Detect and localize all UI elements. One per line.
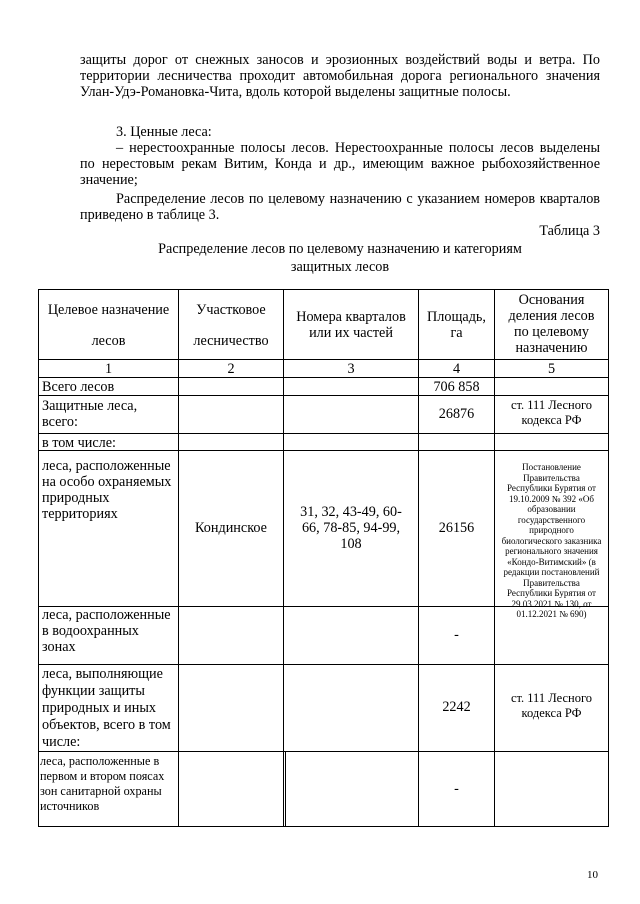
paragraph-protection-roads: защиты дорог от снежных заносов и эрозионных воздействий воды и ветра. По территории лесничества проходит автомобильная дорога регионального значения Улан-Удэ-Романовка-Чита, вдоль которой выделены защитные полосы. bbox=[80, 52, 600, 100]
column-number-2: 2 bbox=[227, 361, 235, 377]
header-purpose-top: Целевое назначение bbox=[47, 302, 170, 318]
table-row-total-area: 706 858 bbox=[433, 379, 480, 395]
table-row-protective-basis: ст. 111 Лесного кодекса РФ bbox=[510, 398, 593, 427]
table-caption-line-2: защитных лесов bbox=[290, 259, 390, 275]
table-row-water-purpose: леса, расположенные в водоохранных зонах bbox=[42, 607, 171, 655]
paragraph-spawning-strips: – нерестоохранные полосы лесов. Нерестоохранные полосы лесов выделены по нерестовым рекам Витим, Конда и др., имеющим важное рыбохозяйственное значение; bbox=[80, 140, 600, 188]
table-row-functions-basis: ст. 111 Лесного кодекса РФ bbox=[510, 691, 593, 720]
table-row-protective-purpose: Защитные леса, всего: bbox=[42, 398, 138, 430]
header-basis: Основания деления лесов по целевому назначению bbox=[508, 292, 595, 356]
column-number-4: 4 bbox=[452, 361, 461, 377]
table-row-oopt-basis: Постановление Правительства Республики Бурятия от 19.10.2009 № 392 «Об образовании государственного природного биологического заказника регионального значения «Кондо-Витимский» (в редакции постановлений Правительства Республики Бурятия от 29.03.2021 № 130, от 01.12.2021 № 690) bbox=[501, 462, 602, 619]
table-caption-line-1: Распределение лесов по целевому назначению и категориям bbox=[158, 241, 522, 257]
table-row-including-purpose: в том числе: bbox=[42, 435, 116, 451]
header-area: Площадь, га bbox=[427, 309, 486, 341]
page-number: 10 bbox=[587, 869, 598, 881]
table-row-oopt-purpose: леса, расположенные на особо охраняемых природных территориях bbox=[42, 458, 172, 522]
table-caption bbox=[80, 240, 600, 276]
header-forestry-top: Участковое bbox=[196, 302, 266, 318]
table-row-oopt-area: 26156 bbox=[438, 520, 475, 536]
paragraph-valuable-forests-heading: 3. Ценные леса: bbox=[116, 124, 212, 140]
table-row-sanitary-area: - bbox=[454, 781, 459, 797]
table-row-oopt-quarters: 31, 32, 43-49, 60-66, 78-85, 94-99, 108 bbox=[300, 504, 402, 552]
paragraph-table-reference: Распределение лесов по целевому назначению с указанием номеров кварталов приведено в таблице 3. bbox=[80, 191, 600, 223]
table-row-oopt-forestry: Кондинское bbox=[195, 520, 267, 536]
table-row-protective-area: 26876 bbox=[438, 406, 475, 422]
header-forestry-bottom: лесничество bbox=[193, 333, 269, 349]
table-row-water-area: - bbox=[454, 627, 459, 643]
table-number-label: Таблица 3 bbox=[539, 223, 600, 239]
column-number-5: 5 bbox=[547, 361, 556, 377]
column-number-3: 3 bbox=[347, 361, 355, 377]
column-number-1: 1 bbox=[104, 361, 113, 377]
table-row-functions-purpose: леса, выполняющие функции защиты природных и иных объектов, всего в том числе: bbox=[42, 666, 171, 750]
table-row-functions-area: 2242 bbox=[442, 699, 471, 715]
table-row-sanitary-purpose: леса, расположенные в первом и втором поясах зон санитарной охраны источников bbox=[40, 754, 165, 813]
header-purpose-bottom: лесов bbox=[91, 333, 126, 349]
table-row-total-purpose: Всего лесов bbox=[42, 379, 115, 395]
header-quarters: Номера кварталов или их частей bbox=[296, 309, 406, 341]
